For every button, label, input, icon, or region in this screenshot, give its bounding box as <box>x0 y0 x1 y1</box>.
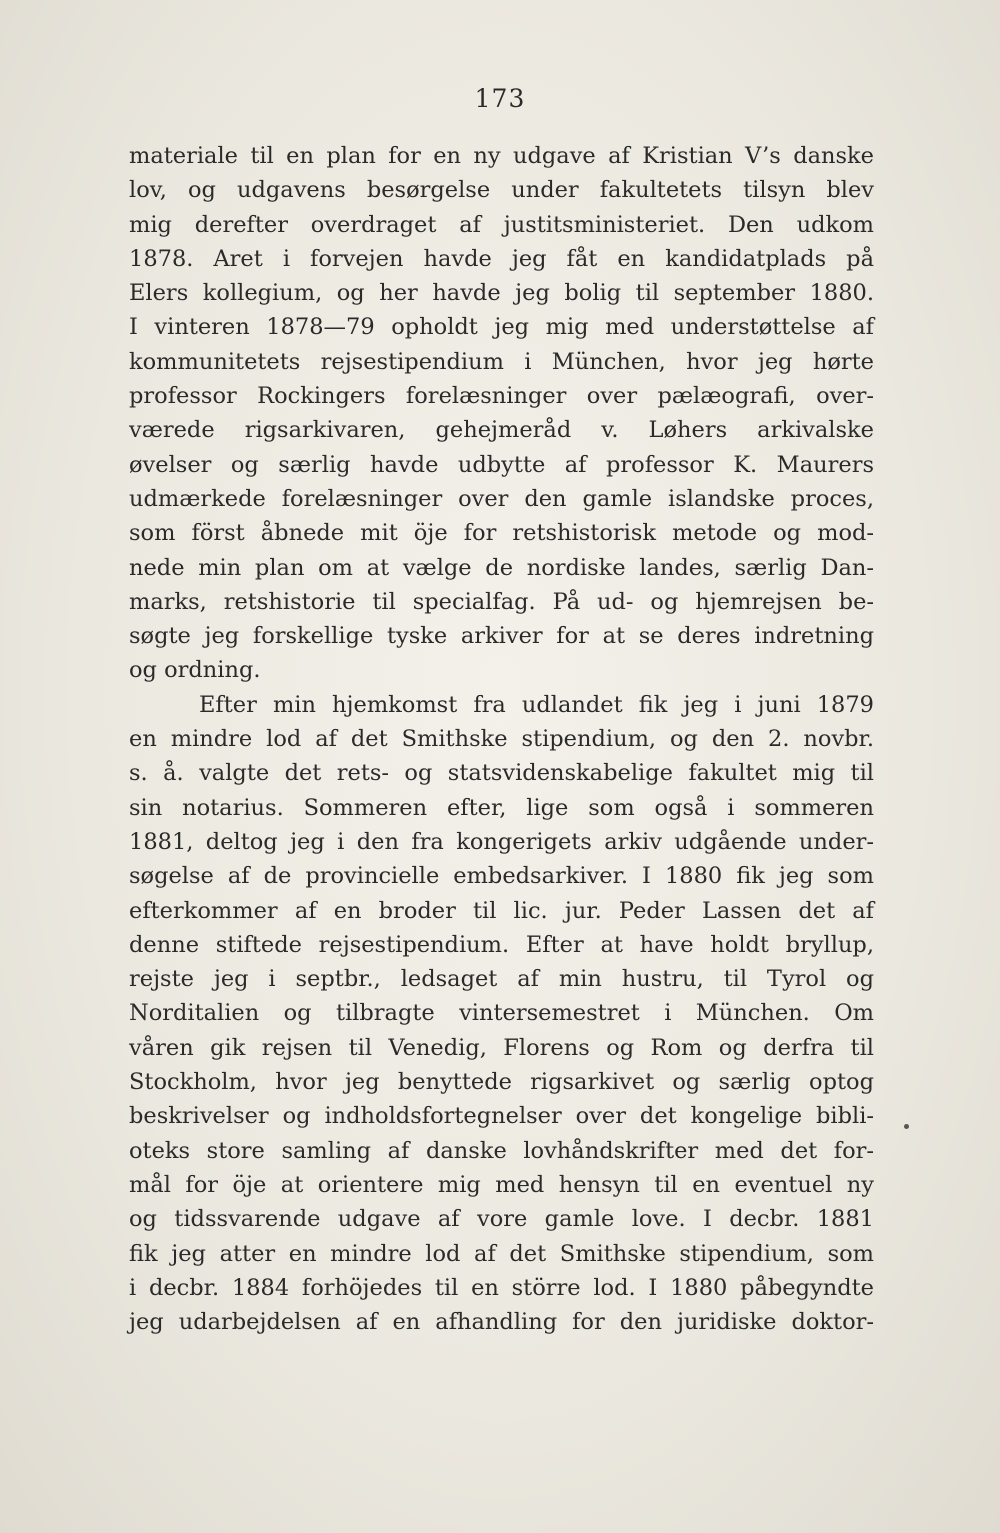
text-line: I vinteren 1878—79 opholdt jeg mig med understøttelse af <box>129 314 874 341</box>
text-line: materiale til en plan for en ny udgave af Kristian V’s danske <box>129 143 874 169</box>
text-line: en mindre lod af det Smithske stipendium, og den 2. novbr. <box>129 726 874 753</box>
text-line: beskrivelser og indholdsfortegnelser over det kongelige bibli- <box>129 1103 874 1130</box>
text-line: sin notarius. Sommeren efter, lige som også i sommeren <box>129 794 874 821</box>
text-line: Stockholm, hvor jeg benyttede rigsarkivet og særlig optog <box>129 1069 874 1096</box>
text-line: oteks store samling af danske lovhåndskrifter med det for- <box>129 1137 874 1164</box>
text-line: og ordning. <box>129 657 261 684</box>
text-line: professor Rockingers forelæsninger over pælæografi, over- <box>129 383 874 410</box>
text-line: 1881, deltog jeg i den fra kongerigets arkiv udgående under- <box>129 828 874 855</box>
text-line: 1878. Aret i forvejen havde jeg fåt en kandidatplads på <box>129 245 874 272</box>
text-line: Elers kollegium, og her havde jeg bolig til september 1880. <box>129 280 874 307</box>
text-line: søgte jeg forskellige tyske arkiver for at se deres indretning <box>129 623 874 650</box>
text-line: denne stiftede rejsestipendium. Efter at have holdt bryllup, <box>129 931 874 958</box>
text-line: i decbr. 1884 forhöjedes til en större lod. I 1880 påbegyndte <box>129 1274 874 1301</box>
text-line: Efter min hjemkomst fra udlandet fik jeg i juni 1879 <box>199 691 874 718</box>
text-line: som först åbnede mit öje for retshistorisk metode og mod- <box>129 520 874 547</box>
text-line: og tidssvarende udgave af vore gamle love. I decbr. 1881 <box>129 1206 874 1233</box>
text-line: våren gik rejsen til Venedig, Florens og Rom og derfra til <box>129 1034 874 1061</box>
text-line: nede min plan om at vælge de nordiske landes, særlig Dan- <box>129 554 874 581</box>
text-line: værede rigsarkivaren, gehejmeråd v. Løhers arkivalske <box>129 417 874 444</box>
text-line: søgelse af de provincielle embedsarkiver. I 1880 fik jeg som <box>129 863 874 890</box>
text-line: efterkommer af en broder til lic. jur. Peder Lassen det af <box>129 897 874 924</box>
text-line: lov, og udgavens besørgelse under fakultetets tilsyn blev <box>129 177 874 204</box>
text-line: jeg udarbejdelsen af en afhandling for den juridiske doktor- <box>129 1309 874 1336</box>
text-line: s. å. valgte det rets- og statsvidenskabelige fakultet mig til <box>129 760 874 787</box>
text-line: marks, retshistorie til specialfag. På ud- og hjemrejsen be- <box>129 588 874 615</box>
text-line: mål for öje at orientere mig med hensyn til en eventuel ny <box>129 1171 874 1198</box>
page-number: 173 <box>474 84 526 113</box>
text-line: udmærkede forelæsninger over den gamle islandske proces, <box>129 485 874 512</box>
text-line: kommunitetets rejsestipendium i München, hvor jeg hørte <box>129 348 874 375</box>
body-text <box>129 139 874 1339</box>
text-line: fik jeg atter en mindre lod af det Smithske stipendium, som <box>129 1240 874 1267</box>
text-line: mig derefter overdraget af justitsministeriet. Den udkom <box>129 211 874 238</box>
text-line: rejste jeg i septbr., ledsaget af min hustru, til Tyrol og <box>129 966 874 993</box>
text-line: Norditalien og tilbragte vintersemestret i München. Om <box>129 1000 874 1027</box>
text-line: øvelser og særlig havde udbytte af professor K. Maurers <box>129 451 874 478</box>
ink-spot <box>904 1124 909 1129</box>
